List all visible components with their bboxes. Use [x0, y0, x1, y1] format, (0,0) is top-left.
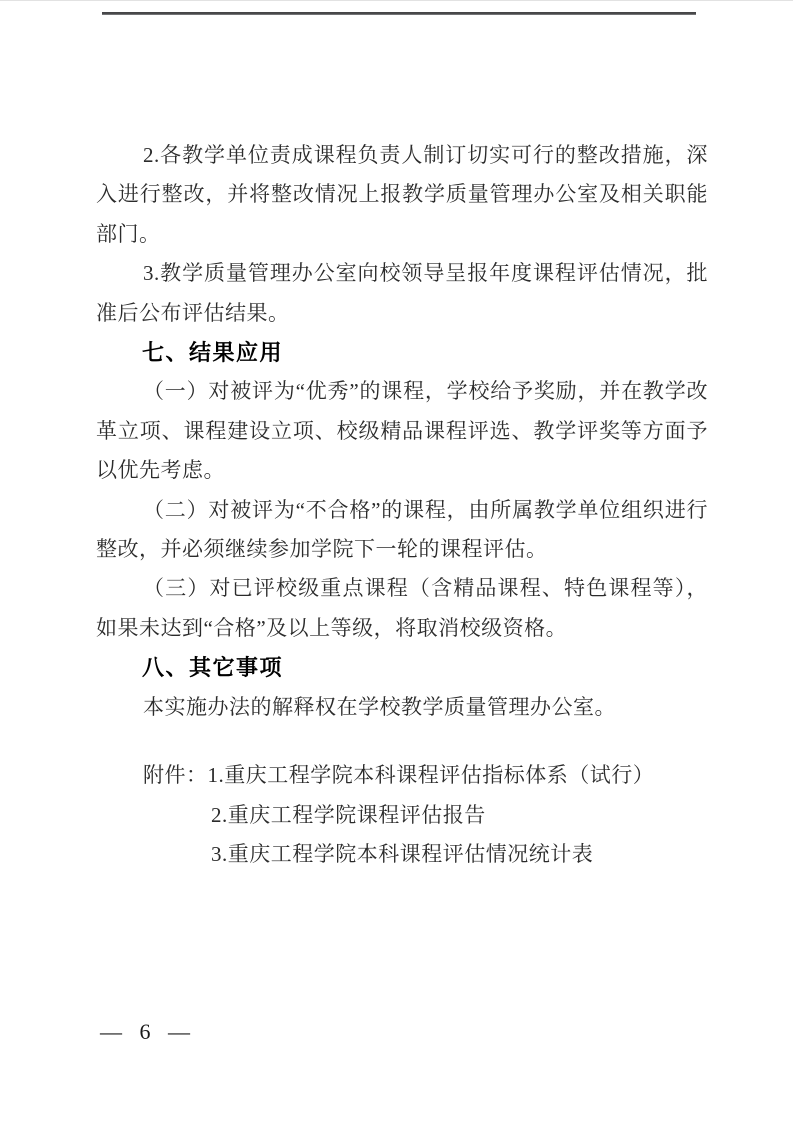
paragraph-interpretation-rights: 本实施办法的解释权在学校教学质量管理办公室。: [143, 694, 616, 719]
header-rule-divider: [102, 12, 696, 15]
attachments-label: 附件：: [143, 763, 208, 788]
heading-section-eight-other-matters: 八、其它事项: [142, 655, 284, 681]
paragraph-rectification-measures: 2.各教学单位责成课程负责人制订切实可行的整改措施，深入进行整改，并将整改情况上报教学质量管理办公室及相关职能部门。: [96, 143, 708, 246]
paragraph-item-two-failed-courses: （二）对被评为“不合格”的课程，由所属教学单位组织进行整改，并必须继续参加学院下一轮的课程评估。: [96, 497, 708, 562]
attachment-item-2: 2.重庆工程学院课程评估报告: [211, 802, 486, 827]
page-body: [96, 136, 708, 874]
attachment-item-3: 3.重庆工程学院本科课程评估情况统计表: [211, 841, 594, 866]
paragraph-report-to-leaders: 3.教学质量管理办公室向校领导呈报年度课程评估情况，批准后公布评估结果。: [96, 261, 708, 325]
attachment-line-1: [96, 756, 708, 795]
attachment-item-1: 1.重庆工程学院本科课程评估指标体系（试行）: [207, 763, 655, 788]
attachments-list: [96, 756, 708, 874]
paragraph-item-three-key-courses: （三）对已评校级重点课程（含精品课程、特色课程等），如果未达到“合格”及以上等级，将取消校级资格。: [96, 576, 708, 640]
heading-section-seven-result-application: 七、结果应用: [142, 340, 284, 366]
paragraph-item-one-excellent-courses: （一）对被评为“优秀”的课程，学校给予奖励，并在教学改革立项、课程建设立项、校级精品课程评选、教学评奖等方面予以优先考虑。: [96, 379, 708, 483]
page-top-edge-line: [0, 0, 793, 1]
page-number: — 6 —: [100, 1019, 192, 1044]
